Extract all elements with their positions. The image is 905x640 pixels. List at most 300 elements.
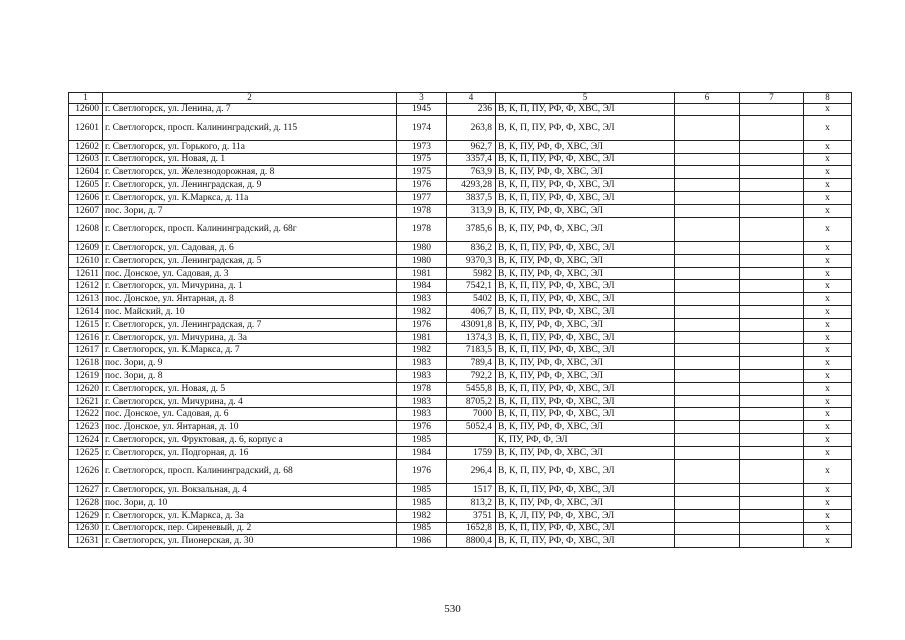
- column-6-cell: [675, 484, 740, 497]
- column-8-cell: х: [804, 191, 852, 204]
- table-row: [69, 484, 852, 497]
- address-cell: г. Светлогорск, ул. Новая, д. 5: [103, 382, 397, 395]
- table-row: [69, 421, 852, 434]
- column-8-cell: х: [804, 484, 852, 497]
- row-number-cell: 12628: [69, 496, 103, 509]
- address-cell: г. Светлогорск, ул. Садовая, д. 6: [103, 242, 397, 255]
- table-row: [69, 331, 852, 344]
- column-header: 5: [496, 93, 675, 104]
- row-number-cell: 12603: [69, 153, 103, 166]
- column-7-cell: [740, 242, 804, 255]
- address-cell: г. Светлогорск, ул. Мичурина, д. 1: [103, 280, 397, 293]
- row-number-cell: 12604: [69, 166, 103, 179]
- area-cell: 7183,5: [447, 344, 496, 357]
- systems-cell: В, К, ПУ, РФ, Ф, ХВС, ЭЛ: [496, 204, 675, 217]
- area-cell: 4293,28: [447, 179, 496, 192]
- column-6-cell: [675, 382, 740, 395]
- table-body: [69, 93, 852, 548]
- column-8-cell: х: [804, 382, 852, 395]
- year-cell: 1974: [397, 116, 447, 141]
- table-row: [69, 509, 852, 522]
- year-cell: 1980: [397, 242, 447, 255]
- address-cell: г. Светлогорск, ул. Ленинградская, д. 7: [103, 318, 397, 331]
- column-6-cell: [675, 370, 740, 383]
- row-number-cell: 12625: [69, 446, 103, 459]
- table-row: [69, 116, 852, 141]
- column-7-cell: [740, 179, 804, 192]
- year-cell: 1982: [397, 344, 447, 357]
- table-row: [69, 153, 852, 166]
- column-7-cell: [740, 254, 804, 267]
- column-6-cell: [675, 293, 740, 306]
- area-cell: 406,7: [447, 306, 496, 319]
- address-cell: г. Светлогорск, ул. Фруктовая, д. 6, корпус а: [103, 434, 397, 447]
- column-7-cell: [740, 267, 804, 280]
- row-number-cell: 12631: [69, 535, 103, 548]
- column-7-cell: [740, 116, 804, 141]
- column-7-cell: [740, 395, 804, 408]
- column-7-cell: [740, 421, 804, 434]
- row-number-cell: 12610: [69, 254, 103, 267]
- column-6-cell: [675, 153, 740, 166]
- systems-cell: В, К, П, ПУ, РФ, Ф, ХВС, ЭЛ: [496, 306, 675, 319]
- systems-cell: В, К, ПУ, РФ, Ф, ХВС, ЭЛ: [496, 446, 675, 459]
- year-cell: 1983: [397, 370, 447, 383]
- column-8-cell: х: [804, 318, 852, 331]
- column-7-cell: [740, 318, 804, 331]
- area-cell: 1374,3: [447, 331, 496, 344]
- column-8-cell: х: [804, 421, 852, 434]
- column-8-cell: х: [804, 434, 852, 447]
- systems-cell: В, К, П, ПУ, РФ, Ф, ХВС, ЭЛ: [496, 408, 675, 421]
- column-6-cell: [675, 446, 740, 459]
- table-row: [69, 408, 852, 421]
- systems-cell: В, К, П, ПУ, РФ, Ф, ХВС, ЭЛ: [496, 242, 675, 255]
- year-cell: 1983: [397, 293, 447, 306]
- column-7-cell: [740, 382, 804, 395]
- table-row: [69, 267, 852, 280]
- column-6-cell: [675, 166, 740, 179]
- row-number-cell: 12616: [69, 331, 103, 344]
- table-row: [69, 166, 852, 179]
- table-row: [69, 344, 852, 357]
- column-6-cell: [675, 254, 740, 267]
- systems-cell: В, К, ПУ, РФ, Ф, ХВС, ЭЛ: [496, 166, 675, 179]
- column-6-cell: [675, 217, 740, 242]
- column-7-cell: [740, 204, 804, 217]
- column-8-cell: х: [804, 408, 852, 421]
- column-6-cell: [675, 344, 740, 357]
- area-cell: 792,2: [447, 370, 496, 383]
- systems-cell: В, К, ПУ, РФ, Ф, ХВС, ЭЛ: [496, 357, 675, 370]
- column-7-cell: [740, 191, 804, 204]
- column-7-cell: [740, 496, 804, 509]
- column-8-cell: х: [804, 179, 852, 192]
- systems-cell: В, К, ПУ, РФ, Ф, ХВС, ЭЛ: [496, 421, 675, 434]
- column-7-cell: [740, 408, 804, 421]
- address-cell: г. Светлогорск, ул. К.Маркса, д. 3а: [103, 509, 397, 522]
- column-7-cell: [740, 484, 804, 497]
- column-header: 6: [675, 93, 740, 104]
- row-number-cell: 12617: [69, 344, 103, 357]
- systems-cell: В, К, Л, ПУ, РФ, Ф, ХВС, ЭЛ: [496, 509, 675, 522]
- area-cell: 3357,4: [447, 153, 496, 166]
- table-row: [69, 318, 852, 331]
- address-cell: г. Светлогорск, ул. Подгорная, д. 16: [103, 446, 397, 459]
- column-6-cell: [675, 459, 740, 484]
- area-cell: 1652,8: [447, 522, 496, 535]
- systems-cell: В, К, П, ПУ, РФ, Ф, ХВС, ЭЛ: [496, 395, 675, 408]
- row-number-cell: 12600: [69, 103, 103, 116]
- table-row: [69, 357, 852, 370]
- area-cell: 8800,4: [447, 535, 496, 548]
- column-7-cell: [740, 140, 804, 153]
- column-8-cell: х: [804, 204, 852, 217]
- column-8-cell: х: [804, 535, 852, 548]
- column-6-cell: [675, 191, 740, 204]
- year-cell: 1976: [397, 179, 447, 192]
- table-row: [69, 535, 852, 548]
- address-cell: пос. Зори, д. 9: [103, 357, 397, 370]
- table-row: [69, 103, 852, 116]
- row-number-cell: 12602: [69, 140, 103, 153]
- year-cell: 1981: [397, 267, 447, 280]
- column-7-cell: [740, 166, 804, 179]
- area-cell: 5402: [447, 293, 496, 306]
- column-7-cell: [740, 535, 804, 548]
- year-cell: 1985: [397, 484, 447, 497]
- table-row: [69, 370, 852, 383]
- year-cell: 1985: [397, 496, 447, 509]
- address-cell: г. Светлогорск, ул. Вокзальная, д. 4: [103, 484, 397, 497]
- address-cell: г. Светлогорск, ул. Ленинградская, д. 9: [103, 179, 397, 192]
- column-8-cell: х: [804, 331, 852, 344]
- column-6-cell: [675, 421, 740, 434]
- systems-cell: В, К, П, ПУ, РФ, Ф, ХВС, ЭЛ: [496, 191, 675, 204]
- year-cell: 1975: [397, 166, 447, 179]
- address-cell: пос. Зори, д. 10: [103, 496, 397, 509]
- systems-cell: В, К, П, ПУ, РФ, Ф, ХВС, ЭЛ: [496, 331, 675, 344]
- column-6-cell: [675, 318, 740, 331]
- systems-cell: В, К, П, ПУ, РФ, Ф, ХВС, ЭЛ: [496, 382, 675, 395]
- column-7-cell: [740, 522, 804, 535]
- column-7-cell: [740, 509, 804, 522]
- column-8-cell: х: [804, 370, 852, 383]
- column-8-cell: х: [804, 446, 852, 459]
- address-cell: г. Светлогорск, ул. К.Маркса, д. 7: [103, 344, 397, 357]
- row-number-cell: 12619: [69, 370, 103, 383]
- table-row: [69, 280, 852, 293]
- document-table-container: [68, 92, 851, 548]
- address-cell: г. Светлогорск, ул. Железнодорожная, д. 8: [103, 166, 397, 179]
- row-number-cell: 12612: [69, 280, 103, 293]
- area-cell: 763,9: [447, 166, 496, 179]
- column-7-cell: [740, 217, 804, 242]
- column-8-cell: х: [804, 153, 852, 166]
- year-cell: 1984: [397, 446, 447, 459]
- table-row: [69, 459, 852, 484]
- systems-cell: В, К, ПУ, РФ, Ф, ХВС, ЭЛ: [496, 496, 675, 509]
- column-6-cell: [675, 357, 740, 370]
- column-7-cell: [740, 293, 804, 306]
- year-cell: 1978: [397, 382, 447, 395]
- row-number-cell: 12614: [69, 306, 103, 319]
- address-cell: пос. Донское, ул. Садовая, д. 3: [103, 267, 397, 280]
- column-6-cell: [675, 116, 740, 141]
- systems-cell: В, К, П, ПУ, РФ, Ф, ХВС, ЭЛ: [496, 459, 675, 484]
- area-cell: 3751: [447, 509, 496, 522]
- column-6-cell: [675, 280, 740, 293]
- address-cell: пос. Зори, д. 7: [103, 204, 397, 217]
- year-cell: 1978: [397, 217, 447, 242]
- column-8-cell: х: [804, 357, 852, 370]
- year-cell: 1982: [397, 509, 447, 522]
- column-8-cell: х: [804, 103, 852, 116]
- column-header: 1: [69, 93, 103, 104]
- area-cell: 3837,5: [447, 191, 496, 204]
- column-6-cell: [675, 434, 740, 447]
- systems-cell: В, К, П, ПУ, РФ, Ф, ХВС, ЭЛ: [496, 293, 675, 306]
- column-8-cell: х: [804, 306, 852, 319]
- row-number-cell: 12621: [69, 395, 103, 408]
- row-number-cell: 12627: [69, 484, 103, 497]
- column-8-cell: х: [804, 140, 852, 153]
- systems-cell: В, К, П, ПУ, РФ, Ф, ХВС, ЭЛ: [496, 344, 675, 357]
- year-cell: 1985: [397, 522, 447, 535]
- column-8-cell: х: [804, 293, 852, 306]
- year-cell: 1983: [397, 395, 447, 408]
- table-row: [69, 306, 852, 319]
- address-cell: г. Светлогорск, просп. Калининградский, д. 115: [103, 116, 397, 141]
- row-number-cell: 12622: [69, 408, 103, 421]
- row-number-cell: 12613: [69, 293, 103, 306]
- column-header: 4: [447, 93, 496, 104]
- row-number-cell: 12601: [69, 116, 103, 141]
- row-number-cell: 12607: [69, 204, 103, 217]
- address-cell: г. Светлогорск, пер. Сиреневый, д. 2: [103, 522, 397, 535]
- row-number-cell: 12615: [69, 318, 103, 331]
- page-number: 530: [444, 603, 461, 615]
- systems-cell: К, ПУ, РФ, Ф, ЭЛ: [496, 434, 675, 447]
- table-row: [69, 496, 852, 509]
- column-6-cell: [675, 140, 740, 153]
- year-cell: 1945: [397, 103, 447, 116]
- column-6-cell: [675, 103, 740, 116]
- column-header: 3: [397, 93, 447, 104]
- column-6-cell: [675, 179, 740, 192]
- column-8-cell: х: [804, 254, 852, 267]
- column-6-cell: [675, 522, 740, 535]
- column-6-cell: [675, 509, 740, 522]
- area-cell: 263,8: [447, 116, 496, 141]
- area-cell: 5455,8: [447, 382, 496, 395]
- column-6-cell: [675, 496, 740, 509]
- row-number-cell: 12618: [69, 357, 103, 370]
- year-cell: 1986: [397, 535, 447, 548]
- column-7-cell: [740, 344, 804, 357]
- column-8-cell: х: [804, 280, 852, 293]
- year-cell: 1980: [397, 254, 447, 267]
- address-cell: г. Светлогорск, просп. Калининградский, д. 68: [103, 459, 397, 484]
- table-header-row: [69, 93, 852, 104]
- year-cell: 1975: [397, 153, 447, 166]
- row-number-cell: 12605: [69, 179, 103, 192]
- address-cell: пос. Майский, д. 10: [103, 306, 397, 319]
- address-cell: г. Светлогорск, ул. Пионерская, д. 30: [103, 535, 397, 548]
- row-number-cell: 12623: [69, 421, 103, 434]
- column-8-cell: х: [804, 242, 852, 255]
- address-cell: г. Светлогорск, ул. Новая, д. 1: [103, 153, 397, 166]
- systems-cell: В, К, П, ПУ, РФ, Ф, ХВС, ЭЛ: [496, 280, 675, 293]
- year-cell: 1981: [397, 331, 447, 344]
- area-cell: [447, 434, 496, 447]
- area-cell: 836,2: [447, 242, 496, 255]
- area-cell: 7542,1: [447, 280, 496, 293]
- address-cell: г. Светлогорск, ул. Мичурина, д. 4: [103, 395, 397, 408]
- systems-cell: В, К, П, ПУ, РФ, Ф, ХВС, ЭЛ: [496, 535, 675, 548]
- table-row: [69, 395, 852, 408]
- area-cell: 296,4: [447, 459, 496, 484]
- column-8-cell: х: [804, 496, 852, 509]
- year-cell: 1983: [397, 357, 447, 370]
- column-header: 2: [103, 93, 397, 104]
- row-number-cell: 12624: [69, 434, 103, 447]
- column-header: 7: [740, 93, 804, 104]
- column-6-cell: [675, 535, 740, 548]
- year-cell: 1973: [397, 140, 447, 153]
- area-cell: 1517: [447, 484, 496, 497]
- table-row: [69, 254, 852, 267]
- row-number-cell: 12630: [69, 522, 103, 535]
- year-cell: 1976: [397, 459, 447, 484]
- column-8-cell: х: [804, 217, 852, 242]
- area-cell: 5982: [447, 267, 496, 280]
- systems-cell: В, К, ПУ, РФ, Ф, ХВС, ЭЛ: [496, 254, 675, 267]
- area-cell: 3785,6: [447, 217, 496, 242]
- address-cell: пос. Зори, д. 8: [103, 370, 397, 383]
- address-cell: г. Светлогорск, ул. Горького, д. 11а: [103, 140, 397, 153]
- address-cell: пос. Донское, ул. Садовая, д. 6: [103, 408, 397, 421]
- systems-cell: В, К, П, ПУ, РФ, Ф, ХВС, ЭЛ: [496, 103, 675, 116]
- column-8-cell: х: [804, 116, 852, 141]
- area-cell: 789,4: [447, 357, 496, 370]
- column-7-cell: [740, 153, 804, 166]
- column-6-cell: [675, 331, 740, 344]
- table-row: [69, 242, 852, 255]
- column-6-cell: [675, 267, 740, 280]
- area-cell: 43091,8: [447, 318, 496, 331]
- area-cell: 7000: [447, 408, 496, 421]
- address-cell: пос. Донское, ул. Янтарная, д. 8: [103, 293, 397, 306]
- column-8-cell: х: [804, 395, 852, 408]
- row-number-cell: 12608: [69, 217, 103, 242]
- systems-cell: В, К, ПУ, РФ, Ф, ХВС, ЭЛ: [496, 217, 675, 242]
- table-row: [69, 522, 852, 535]
- table-row: [69, 293, 852, 306]
- row-number-cell: 12611: [69, 267, 103, 280]
- column-8-cell: х: [804, 166, 852, 179]
- table-row: [69, 434, 852, 447]
- systems-cell: В, К, П, ПУ, РФ, Ф, ХВС, ЭЛ: [496, 179, 675, 192]
- area-cell: 5052,4: [447, 421, 496, 434]
- column-8-cell: х: [804, 267, 852, 280]
- table-row: [69, 217, 852, 242]
- table-row: [69, 191, 852, 204]
- row-number-cell: 12626: [69, 459, 103, 484]
- column-8-cell: х: [804, 509, 852, 522]
- column-7-cell: [740, 280, 804, 293]
- row-number-cell: 12620: [69, 382, 103, 395]
- column-8-cell: х: [804, 522, 852, 535]
- area-cell: 8705,2: [447, 395, 496, 408]
- area-cell: 962,7: [447, 140, 496, 153]
- column-7-cell: [740, 306, 804, 319]
- column-header: 8: [804, 93, 852, 104]
- area-cell: 813,2: [447, 496, 496, 509]
- table-row: [69, 204, 852, 217]
- address-cell: г. Светлогорск, ул. К.Маркса, д. 11а: [103, 191, 397, 204]
- column-6-cell: [675, 306, 740, 319]
- column-8-cell: х: [804, 344, 852, 357]
- year-cell: 1977: [397, 191, 447, 204]
- column-7-cell: [740, 103, 804, 116]
- address-cell: г. Светлогорск, ул. Мичурина, д. 3а: [103, 331, 397, 344]
- year-cell: 1985: [397, 434, 447, 447]
- address-cell: пос. Донское, ул. Янтарная, д. 10: [103, 421, 397, 434]
- systems-cell: В, К, П, ПУ, РФ, Ф, ХВС, ЭЛ: [496, 522, 675, 535]
- year-cell: 1976: [397, 421, 447, 434]
- table-row: [69, 179, 852, 192]
- systems-cell: В, К, ПУ, РФ, Ф, ХВС, ЭЛ: [496, 370, 675, 383]
- year-cell: 1978: [397, 204, 447, 217]
- year-cell: 1982: [397, 306, 447, 319]
- column-7-cell: [740, 446, 804, 459]
- column-6-cell: [675, 408, 740, 421]
- area-cell: 236: [447, 103, 496, 116]
- column-7-cell: [740, 459, 804, 484]
- column-6-cell: [675, 242, 740, 255]
- area-cell: 313,9: [447, 204, 496, 217]
- table-row: [69, 446, 852, 459]
- table-row: [69, 140, 852, 153]
- address-cell: г. Светлогорск, просп. Калининградский, д. 68г: [103, 217, 397, 242]
- table-row: [69, 382, 852, 395]
- systems-cell: В, К, ПУ, РФ, Ф, ХВС, ЭЛ: [496, 318, 675, 331]
- systems-cell: В, К, ПУ, РФ, Ф, ХВС, ЭЛ: [496, 267, 675, 280]
- column-7-cell: [740, 357, 804, 370]
- row-number-cell: 12629: [69, 509, 103, 522]
- column-6-cell: [675, 204, 740, 217]
- address-cell: г. Светлогорск, ул. Ленина, д. 7: [103, 103, 397, 116]
- year-cell: 1984: [397, 280, 447, 293]
- column-7-cell: [740, 370, 804, 383]
- housing-register-table: [68, 92, 852, 548]
- systems-cell: В, К, ПУ, РФ, Ф, ХВС, ЭЛ: [496, 140, 675, 153]
- row-number-cell: 12606: [69, 191, 103, 204]
- systems-cell: В, К, П, ПУ, РФ, Ф, ХВС, ЭЛ: [496, 484, 675, 497]
- row-number-cell: 12609: [69, 242, 103, 255]
- systems-cell: В, К, П, ПУ, РФ, Ф, ХВС, ЭЛ: [496, 116, 675, 141]
- year-cell: 1983: [397, 408, 447, 421]
- column-7-cell: [740, 434, 804, 447]
- systems-cell: В, К, П, ПУ, РФ, Ф, ХВС, ЭЛ: [496, 153, 675, 166]
- year-cell: 1976: [397, 318, 447, 331]
- area-cell: 9370,3: [447, 254, 496, 267]
- column-7-cell: [740, 331, 804, 344]
- address-cell: г. Светлогорск, ул. Ленинградская, д. 5: [103, 254, 397, 267]
- column-6-cell: [675, 395, 740, 408]
- column-8-cell: х: [804, 459, 852, 484]
